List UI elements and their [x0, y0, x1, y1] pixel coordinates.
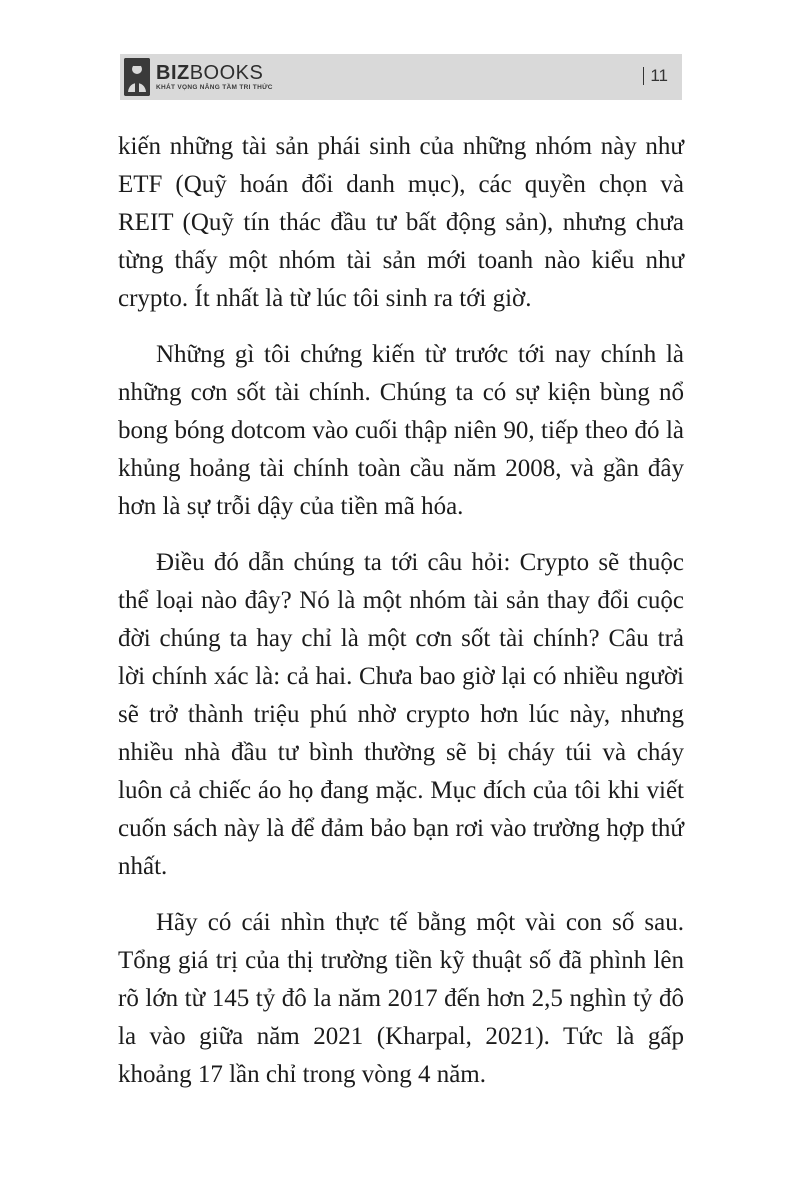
page-number-block — [643, 66, 668, 86]
brand-name-bold: BIZ — [156, 61, 190, 84]
brand-tagline: KHÁT VỌNG NÂNG TẦM TRI THỨC — [156, 83, 273, 91]
paragraph-4: Hãy có cái nhìn thực tế bằng một vài con số sau. Tổng giá trị của thị trường tiền kỹ thuật số đã phình lên rõ lớn từ 145 tỷ đô la năm 2017 đến hơn 2,5 nghìn tỷ đô la vào giữa năm 2021 (Kharpal, 2021). Tức là gấp khoảng 17 lần chỉ trong vòng 4 năm. — [118, 909, 684, 1088]
page-number-divider — [643, 67, 644, 85]
page-body — [118, 128, 684, 1112]
brand-name-thin: BOOKS — [189, 61, 264, 84]
page-number: 11 — [650, 66, 668, 85]
paragraph-2: Những gì tôi chứng kiến từ trước tới nay chính là những cơn sốt tài chính. Chúng ta có sự kiện bùng nổ bong bóng dotcom vào cuối thập niên 90, tiếp theo đó là khủng hoảng tài chính toàn cầu năm 2008, và gần đây hơn là sự trỗi dậy của tiền mã hóa. — [118, 341, 684, 520]
paragraph-1: kiến những tài sản phái sinh của những nhóm này như ETF (Quỹ hoán đổi danh mục), các quyền chọn và REIT (Quỹ tín thác đầu tư bất động sản), nhưng chưa từng thấy một nhóm tài sản mới toanh nào kiểu như crypto. Ít nhất là từ lúc tôi sinh ra tới giờ. — [118, 133, 684, 312]
bizbooks-logo-icon — [124, 58, 150, 96]
paragraph-3: Điều đó dẫn chúng ta tới câu hỏi: Crypto sẽ thuộc thể loại nào đây? Nó là một nhóm tài sản thay đổi cuộc đời chúng ta hay chỉ là một cơn sốt tài chính? Câu trả lời chính xác là: cả hai. Chưa bao giờ lại có nhiều người sẽ trở thành triệu phú nhờ crypto hơn lúc này, nhưng nhiều nhà đầu tư bình thường sẽ bị cháy túi và cháy luôn cả chiếc áo họ đang mặc. Mục đích của tôi khi viết cuốn sách này là để đảm bảo bạn rơi vào trường hợp thứ nhất. — [118, 549, 684, 880]
brand-name — [156, 63, 273, 83]
bizbooks-logo — [124, 57, 273, 97]
